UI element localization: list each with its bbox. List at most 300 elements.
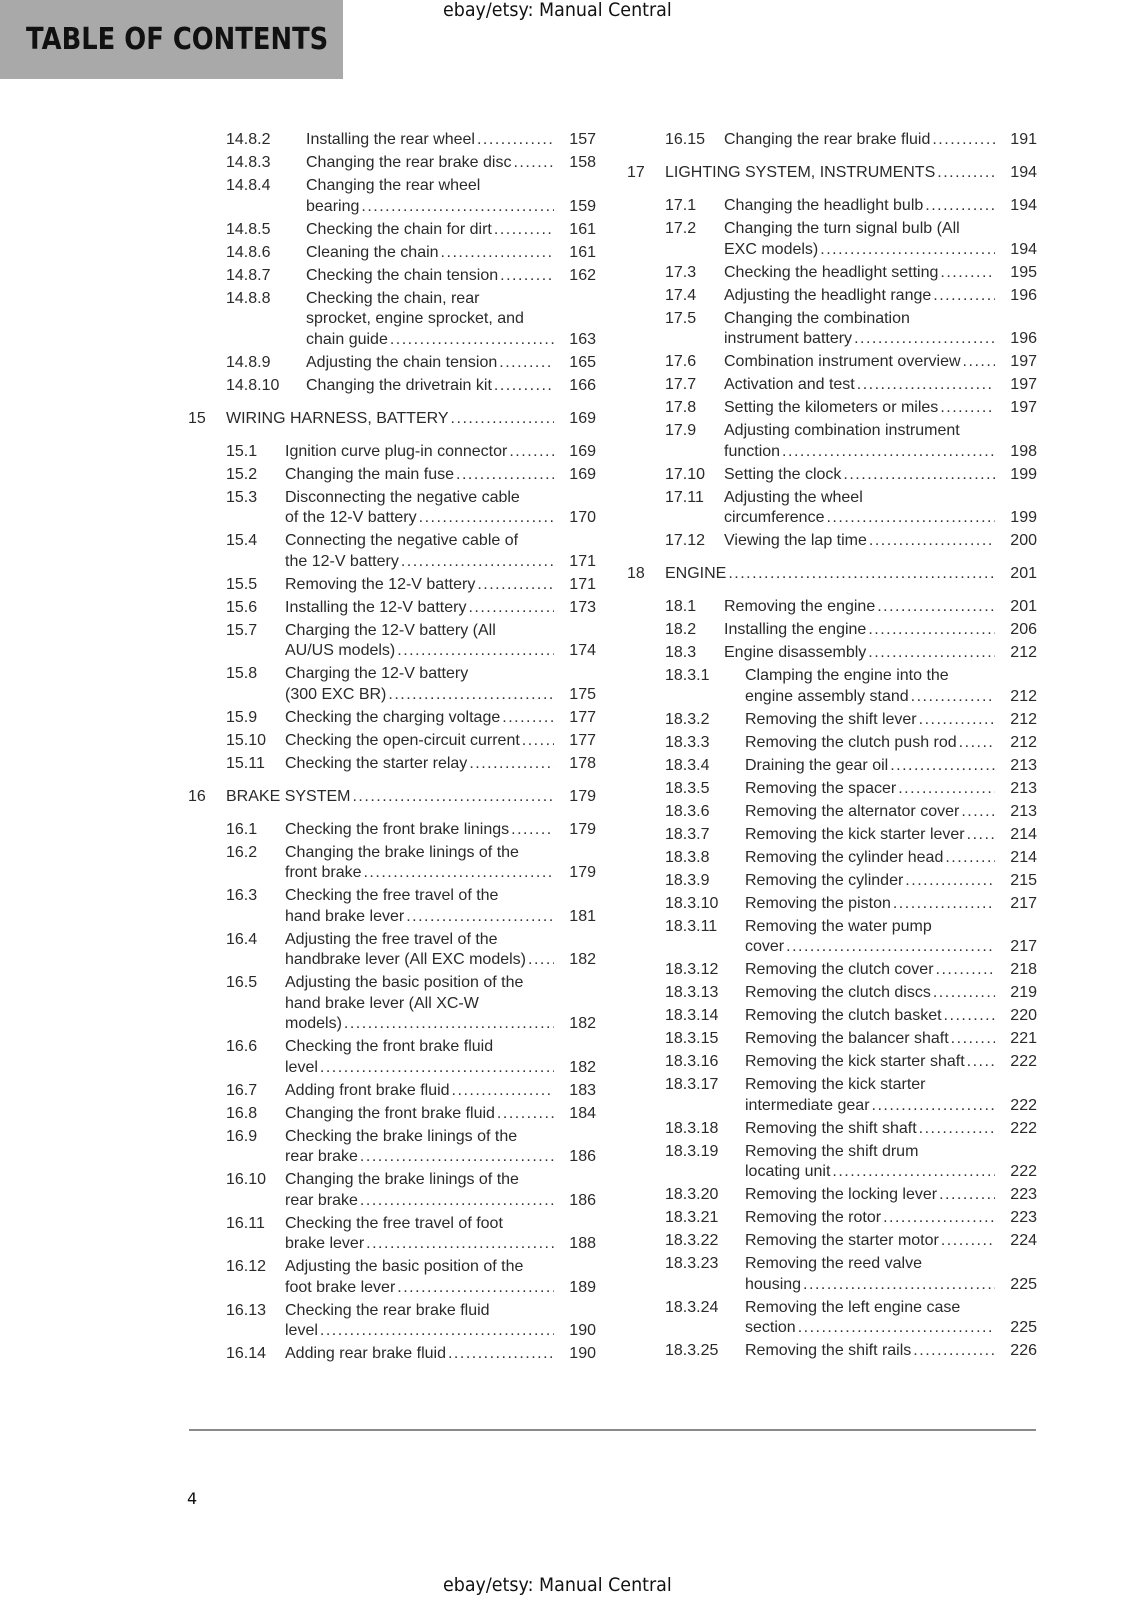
- section-title: Changing the turn signal bulb (All: [724, 220, 960, 237]
- section-number: 17.7: [665, 376, 697, 393]
- dot-leader: [475, 130, 554, 150]
- dot-leader: [492, 376, 554, 396]
- section-title: Removing the shift shaft: [745, 1119, 917, 1137]
- section-title: Adjusting combination instrument: [724, 422, 960, 439]
- section-title: Removing the left engine case: [745, 1298, 961, 1316]
- dot-leader: [852, 329, 995, 349]
- section-title: Checking the front brake linings: [285, 820, 510, 838]
- page-ref: 213: [1010, 802, 1037, 820]
- page-ref: 179: [569, 864, 596, 881]
- section-title: Setting the clock: [724, 465, 842, 483]
- page-ref: 177: [569, 731, 596, 749]
- section-number: 17.9: [665, 422, 697, 439]
- page-ref: 222: [1010, 1163, 1037, 1180]
- page-ref: 196: [1010, 286, 1037, 304]
- dot-leader: [965, 825, 995, 845]
- section-title: function: [724, 442, 781, 460]
- section-title: Combination instrument overview: [724, 353, 961, 370]
- page-ref: 222: [1010, 1119, 1037, 1137]
- dot-leader: [801, 1275, 995, 1295]
- page-ref: 217: [1010, 938, 1037, 955]
- section-number: 17.6: [665, 353, 697, 370]
- dot-leader: [942, 1006, 995, 1026]
- section-title: intermediate gear: [745, 1096, 870, 1114]
- section-title: Cleaning the chain: [306, 243, 439, 261]
- section-number: 18.3.22: [665, 1232, 719, 1249]
- section-number: 15.2: [226, 465, 258, 483]
- section-title: ENGINE: [665, 565, 727, 582]
- section-number: 16.6: [226, 1038, 258, 1055]
- page-ref: 217: [1010, 894, 1037, 912]
- section-title: Removing the engine: [724, 598, 876, 615]
- page-ref: 159: [569, 197, 596, 215]
- section-title: EXC models): [724, 240, 819, 258]
- section-title: instrument battery: [724, 330, 853, 347]
- section-number: 16.8: [226, 1104, 258, 1122]
- section-title: Removing the clutch discs: [745, 984, 931, 1001]
- page-ref: 190: [569, 1322, 596, 1339]
- dot-leader: [780, 442, 995, 462]
- section-title: Changing the rear wheel: [306, 177, 481, 194]
- page-ref: 194: [1010, 197, 1037, 214]
- section-title: Removing the shift rails: [745, 1342, 912, 1359]
- section-title: Removing the shift lever: [745, 710, 917, 728]
- section-number: 15.8: [226, 665, 258, 682]
- dot-leader: [866, 643, 995, 663]
- section-title: WIRING HARNESS, BATTERY: [226, 409, 449, 427]
- section-title: sprocket, engine sprocket, and: [306, 310, 524, 327]
- dot-leader: [439, 243, 554, 263]
- section-title: Removing the locking lever: [745, 1186, 938, 1203]
- dot-leader: [509, 820, 554, 840]
- page-ref: 188: [569, 1235, 596, 1252]
- section-title: models): [285, 1015, 342, 1032]
- section-title: Charging the 12-V battery (All: [285, 621, 496, 639]
- section-number: 18.1: [665, 598, 697, 615]
- section-title: Changing the front brake fluid: [285, 1104, 495, 1122]
- section-title: Checking the headlight setting: [724, 263, 939, 281]
- page-ref: 200: [1010, 532, 1037, 549]
- section-title: AU/US models): [285, 642, 396, 659]
- page-ref: 179: [569, 820, 596, 838]
- section-title: Checking the starter relay: [285, 754, 468, 772]
- page-ref: 197: [1010, 376, 1037, 393]
- section-number: 18.3.11: [665, 917, 718, 935]
- section-number: 18.3.20: [665, 1186, 719, 1203]
- section-number: 18.3.10: [665, 894, 719, 912]
- dot-leader: [931, 983, 995, 1003]
- dot-leader: [350, 787, 554, 807]
- section-title: front brake: [285, 864, 362, 881]
- section-number: 17: [627, 164, 645, 181]
- dot-leader: [891, 894, 995, 914]
- page-ref: 197: [1010, 353, 1037, 370]
- dot-leader: [446, 1344, 554, 1364]
- dot-leader: [888, 756, 995, 776]
- section-title: Removing the water pump: [745, 917, 932, 935]
- dot-leader: [395, 1278, 554, 1298]
- section-number: 15.4: [226, 532, 258, 549]
- dot-leader: [959, 802, 995, 822]
- dot-leader: [498, 266, 554, 286]
- page-ref: 183: [569, 1081, 596, 1099]
- section-title: Installing the 12-V battery: [285, 598, 467, 616]
- section-number: 17.11: [665, 488, 704, 506]
- section-title: Checking the rear brake fluid: [285, 1301, 490, 1319]
- page-ref: 225: [1010, 1275, 1037, 1293]
- section-number: 18.3.16: [665, 1053, 719, 1070]
- page-ref: 189: [569, 1278, 596, 1296]
- section-title: Changing the drivetrain kit: [306, 376, 492, 394]
- page-ref: 181: [569, 907, 596, 925]
- dot-leader: [359, 197, 554, 217]
- section-title: Engine disassembly: [724, 644, 867, 661]
- section-title: LIGHTING SYSTEM, INSTRUMENTS: [665, 164, 936, 181]
- section-number: 18.3.8: [665, 848, 710, 866]
- section-title: Changing the brake linings of the: [285, 843, 519, 861]
- page-ref: 213: [1010, 779, 1037, 797]
- section-number: 18.3.6: [665, 802, 710, 820]
- dot-leader: [934, 960, 995, 980]
- page-ref: 214: [1010, 825, 1037, 843]
- page-ref: 223: [1010, 1209, 1037, 1226]
- dot-leader: [923, 196, 995, 216]
- section-title: Removing the kick starter lever: [745, 825, 965, 843]
- section-title: Setting the kilometers or miles: [724, 399, 939, 416]
- section-title: Adjusting the headlight range: [724, 286, 932, 304]
- dot-leader: [881, 1208, 995, 1228]
- section-title: Adjusting the chain tension: [306, 353, 498, 371]
- section-number: 17.3: [665, 263, 697, 281]
- section-number: 18.3.18: [665, 1119, 719, 1137]
- section-number: 18.3.1: [665, 667, 710, 684]
- dot-leader: [855, 375, 995, 395]
- page-ref: 194: [1010, 240, 1037, 258]
- section-number: 18.3.15: [665, 1030, 719, 1047]
- dot-leader: [939, 1231, 995, 1251]
- dot-leader: [938, 263, 995, 283]
- page-ref: 197: [1010, 399, 1037, 416]
- dot-leader: [875, 597, 995, 617]
- section-title: Changing the rear brake disc: [306, 154, 512, 171]
- section-number: 18.3.5: [665, 779, 710, 797]
- section-number: 16.2: [226, 843, 258, 861]
- section-number: 18.3.7: [665, 825, 710, 843]
- dot-leader: [830, 1162, 995, 1182]
- section-number: 18.3.3: [665, 733, 710, 751]
- section-number: 16.1: [226, 820, 258, 838]
- page-ref: 212: [1010, 733, 1037, 751]
- section-number: 18.3: [665, 644, 697, 661]
- header-banner: [0, 0, 343, 79]
- dot-leader: [938, 398, 995, 418]
- section-title: Checking the brake linings of the: [285, 1127, 518, 1145]
- section-number: 17.4: [665, 286, 697, 304]
- section-title: engine assembly stand: [745, 687, 909, 705]
- section-title: Removing the starter motor: [745, 1232, 939, 1249]
- dot-leader: [841, 465, 995, 485]
- page-ref: 186: [569, 1191, 596, 1209]
- section-title: Adjusting the basic position of the: [285, 1258, 524, 1275]
- section-number: 18.3.12: [665, 961, 719, 978]
- dot-leader: [492, 220, 554, 240]
- page-ref: 169: [569, 409, 596, 427]
- section-title: Changing the main fuse: [285, 465, 454, 483]
- page-ref: 199: [1010, 465, 1037, 483]
- section-title: Disconnecting the negative cable: [285, 488, 520, 506]
- section-title: Removing the balancer shaft: [745, 1030, 949, 1047]
- section-title: Charging the 12-V battery: [285, 665, 469, 682]
- section-number: 15.1: [226, 442, 258, 460]
- dot-leader: [520, 731, 554, 751]
- section-title: Changing the headlight bulb: [724, 197, 924, 214]
- dot-leader: [467, 754, 554, 774]
- section-number: 18.3.17: [665, 1076, 719, 1093]
- dot-leader: [511, 153, 554, 173]
- section-number: 16.13: [226, 1301, 267, 1319]
- section-title: Removing the 12-V battery: [285, 575, 476, 593]
- section-number: 17.5: [665, 309, 697, 327]
- dot-leader: [361, 863, 554, 883]
- dot-leader: [417, 508, 554, 528]
- section-title: the 12-V battery: [285, 552, 399, 570]
- dot-leader: [450, 1081, 554, 1101]
- section-number: 17.2: [665, 220, 697, 237]
- page-ref: 225: [1010, 1319, 1037, 1336]
- section-number: 17.12: [665, 532, 706, 549]
- dot-leader: [943, 848, 995, 868]
- page-ref: 171: [569, 575, 596, 593]
- dot-leader: [917, 710, 995, 730]
- page-ref: 178: [569, 754, 596, 772]
- section-title: Clamping the engine into the: [745, 667, 949, 684]
- section-title: hand brake lever: [285, 907, 405, 925]
- section-number: 18.3.21: [665, 1209, 719, 1226]
- section-title: Adjusting the free travel of the: [285, 930, 498, 948]
- section-number: 16.15: [665, 131, 706, 148]
- page-ref: 161: [569, 220, 596, 238]
- dot-leader: [726, 564, 995, 584]
- page-ref: 222: [1010, 1053, 1037, 1070]
- page-ref: 191: [1010, 131, 1037, 148]
- section-title: circumference: [724, 509, 825, 526]
- section-number: 17.8: [665, 399, 697, 416]
- page-ref: 196: [1010, 330, 1037, 347]
- dot-leader: [818, 240, 995, 260]
- watermark-top: ebay/etsy: Manual Central: [443, 0, 672, 21]
- page-ref: 201: [1010, 598, 1037, 615]
- section-number: 17.1: [665, 197, 697, 214]
- section-title: Adjusting the wheel: [724, 488, 863, 506]
- page-ref: 212: [1010, 687, 1037, 705]
- page-ref: 169: [569, 442, 596, 460]
- section-number: 15.3: [226, 488, 258, 506]
- section-title: Checking the chain tension: [306, 266, 499, 284]
- dot-leader: [935, 163, 995, 183]
- page-ref: 199: [1010, 509, 1037, 526]
- section-title: Removing the clutch push rod: [745, 733, 957, 751]
- page-ref: 221: [1010, 1030, 1037, 1047]
- page-ref: 166: [569, 376, 596, 394]
- dot-leader: [961, 352, 995, 372]
- section-number: 15.6: [226, 598, 258, 616]
- section-number: 18.3.23: [665, 1255, 719, 1272]
- section-number: 15.5: [226, 575, 258, 593]
- dot-leader: [896, 779, 995, 799]
- section-title: Draining the gear oil: [745, 756, 889, 774]
- section-title: Removing the reed valve: [745, 1255, 922, 1272]
- page-ref: 223: [1010, 1186, 1037, 1203]
- section-number: 16.5: [226, 974, 258, 991]
- section-title: Removing the shift drum: [745, 1142, 919, 1160]
- page-ref: 219: [1010, 984, 1037, 1001]
- section-number: 18.3.4: [665, 756, 710, 774]
- dot-leader: [931, 286, 995, 306]
- dot-leader: [796, 1318, 995, 1338]
- page-title: TABLE OF CONTENTS: [26, 22, 329, 57]
- page-ref: 212: [1010, 710, 1037, 728]
- section-number: 16.12: [226, 1258, 267, 1275]
- section-number: 18: [627, 565, 645, 582]
- page-ref: 213: [1010, 756, 1037, 774]
- section-title: bearing: [306, 197, 360, 215]
- page-ref: 179: [569, 787, 596, 805]
- page-ref: 214: [1010, 848, 1037, 866]
- section-number: 14.8.5: [226, 220, 271, 238]
- section-number: 14.8.6: [226, 243, 271, 261]
- section-title: Installing the engine: [724, 621, 867, 638]
- section-title: locating unit: [745, 1163, 831, 1180]
- dot-leader: [475, 575, 554, 595]
- dot-leader: [497, 353, 554, 373]
- section-title: section: [745, 1319, 796, 1336]
- dot-leader: [507, 442, 554, 462]
- dot-leader: [318, 1321, 554, 1341]
- section-title: Changing the combination: [724, 309, 910, 327]
- dot-leader: [318, 1058, 554, 1078]
- section-number: 15: [188, 409, 206, 427]
- section-number: 16.10: [226, 1171, 267, 1188]
- page-ref: 190: [569, 1345, 596, 1362]
- page-ref: 226: [1010, 1342, 1037, 1359]
- section-title: hand brake lever (All XC-W: [285, 994, 479, 1012]
- section-title: Installing the rear wheel: [306, 131, 475, 148]
- section-title: Adding front brake fluid: [285, 1081, 450, 1099]
- page-ref: 224: [1010, 1232, 1037, 1249]
- section-title: (300 EXC BR): [285, 685, 387, 703]
- section-title: of the 12-V battery: [285, 509, 417, 526]
- watermark-bottom: ebay/etsy: Manual Central: [443, 1574, 672, 1596]
- dot-leader: [870, 1096, 995, 1116]
- dot-leader: [965, 1052, 995, 1072]
- section-number: 15.10: [226, 731, 267, 749]
- section-title: Checking the chain for dirt: [306, 220, 492, 238]
- page-ref: 158: [569, 154, 596, 171]
- dot-leader: [342, 1014, 554, 1034]
- dot-leader: [449, 409, 554, 429]
- dot-leader: [495, 1104, 554, 1124]
- section-title: Removing the cylinder head: [745, 848, 944, 866]
- dot-leader: [784, 937, 995, 957]
- page-ref: 157: [569, 131, 596, 148]
- dot-leader: [395, 641, 554, 661]
- section-number: 14.8.7: [226, 266, 271, 284]
- page-ref: 182: [569, 1058, 596, 1076]
- dot-leader: [937, 1185, 995, 1205]
- section-title: Adding rear brake fluid: [285, 1345, 446, 1362]
- page-ref: 170: [569, 509, 596, 526]
- dot-leader: [388, 330, 554, 350]
- section-title: level: [285, 1322, 318, 1339]
- page-ref: 162: [569, 266, 596, 284]
- section-number: 18.3.13: [665, 984, 719, 1001]
- dot-leader: [386, 685, 554, 705]
- page-ref: 177: [569, 708, 596, 726]
- section-number: 14.8.8: [226, 289, 271, 307]
- page-ref: 182: [569, 1015, 596, 1032]
- section-title: rear brake: [285, 1191, 358, 1209]
- section-title: Removing the kick starter: [745, 1076, 926, 1093]
- section-title: rear brake: [285, 1148, 358, 1165]
- section-title: BRAKE SYSTEM: [226, 787, 351, 805]
- section-number: 16.7: [226, 1081, 258, 1099]
- section-title: Removing the rotor: [745, 1209, 882, 1226]
- dot-leader: [358, 1147, 554, 1167]
- section-title: Removing the clutch basket: [745, 1007, 942, 1024]
- page-ref: 165: [569, 353, 596, 371]
- section-title: Viewing the lap time: [724, 532, 867, 549]
- page-ref: 212: [1010, 644, 1037, 661]
- section-title: Checking the chain, rear: [306, 289, 480, 307]
- page-ref: 184: [569, 1104, 596, 1122]
- section-title: brake lever: [285, 1235, 365, 1252]
- section-number: 15.7: [226, 621, 258, 639]
- section-number: 18.3.24: [665, 1298, 719, 1316]
- section-title: Removing the piston: [745, 894, 891, 912]
- section-title: Removing the clutch cover: [745, 961, 934, 978]
- section-title: foot brake lever: [285, 1278, 396, 1296]
- section-title: level: [285, 1058, 318, 1076]
- dot-leader: [866, 620, 995, 640]
- page-ref: 161: [569, 243, 596, 261]
- section-number: 16.4: [226, 930, 258, 948]
- page-ref: 173: [569, 598, 596, 616]
- section-number: 18.3.25: [665, 1342, 719, 1359]
- section-title: Removing the cylinder: [745, 871, 904, 889]
- dot-leader: [364, 1234, 554, 1254]
- section-title: Checking the front brake fluid: [285, 1038, 494, 1055]
- section-title: handbrake lever (All EXC models): [285, 951, 526, 968]
- section-number: 18.3.19: [665, 1142, 719, 1160]
- section-title: Checking the open-circuit current: [285, 731, 520, 749]
- section-number: 18.2: [665, 621, 697, 638]
- page-ref: 163: [569, 330, 596, 348]
- section-number: 15.9: [226, 708, 258, 726]
- dot-leader: [500, 708, 554, 728]
- footer-divider: [189, 1429, 1036, 1431]
- page-ref: 169: [569, 465, 596, 483]
- page-ref: 182: [569, 951, 596, 968]
- section-title: cover: [745, 938, 785, 955]
- section-number: 16.9: [226, 1127, 258, 1145]
- page-ref: 218: [1010, 961, 1037, 978]
- page-ref: 195: [1010, 263, 1037, 281]
- page-ref: 174: [569, 642, 596, 659]
- section-number: 18.3.9: [665, 871, 710, 889]
- section-number: 18.3.2: [665, 710, 710, 728]
- section-number: 14.8.3: [226, 154, 271, 171]
- page-ref: 222: [1010, 1096, 1037, 1114]
